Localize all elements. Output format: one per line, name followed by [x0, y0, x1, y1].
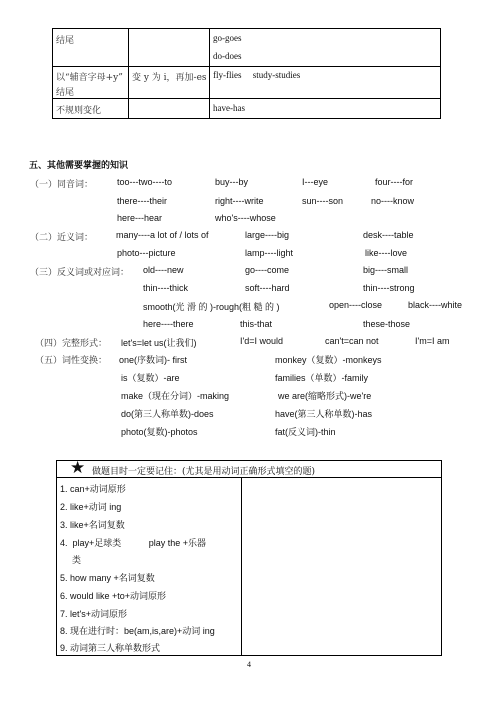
synonyms-label: （二）近义词： — [30, 233, 94, 243]
word-form-item: fat(反义词)-thin — [275, 427, 336, 437]
antonym-item: thin----strong — [363, 283, 415, 293]
antonym-item: open----close — [329, 300, 383, 310]
homophone-item: buy---by — [215, 177, 249, 187]
table-cell-go-goes: go-goes — [213, 33, 242, 43]
table-cell-do-does: do-does — [213, 51, 242, 61]
homophone-item: right----write — [215, 196, 264, 206]
full-form-item: let's=let us(让我们) — [121, 338, 197, 348]
note-item: 2. like+动词 ing — [60, 502, 122, 512]
section-title: 五、其他需要掌握的知识 — [29, 161, 129, 171]
note-item: 3. like+名词复数 — [60, 520, 125, 530]
word-form-item: have(第三人称单数)-has — [275, 409, 373, 419]
word-form-item: we are(缩略形式)-we're — [278, 391, 372, 401]
homophone-item: here---hear — [117, 213, 163, 223]
synonym-item: photo---picture — [117, 248, 176, 258]
note-item: 7. let's+动词原形 — [60, 609, 127, 619]
note-item: 5. how many +名词复数 — [60, 573, 155, 583]
word-form-item: photo(复数)-photos — [121, 427, 198, 437]
homophones-label: （一）同音词： — [30, 180, 94, 190]
homophone-item: no----know — [371, 196, 415, 206]
homophone-item: there----their — [117, 196, 168, 206]
page-number: 4 — [247, 660, 251, 669]
antonym-item: smooth(光 滑 的 )-rough(粗 糙 的 ) — [143, 302, 280, 312]
homophone-item: I---eye — [302, 177, 329, 187]
antonym-item: here----there — [143, 319, 194, 329]
word-form-item: families（单数）-family — [275, 373, 369, 383]
note-item: 9. 动词第三人称单数形式 — [60, 643, 161, 653]
note-item: 6. would like +to+动词原形 — [60, 591, 167, 601]
table-cell-rule: 变 y 为 i，再加-es — [132, 73, 207, 83]
antonym-item: soft----hard — [245, 283, 290, 293]
antonym-item: big----small — [363, 265, 408, 275]
homophone-item: four----for — [375, 177, 413, 187]
antonym-item: old----new — [143, 265, 184, 275]
word-forms-label: （五）词性变换： — [35, 356, 108, 366]
synonym-item: lamp----light — [245, 248, 294, 258]
antonym-item: go----come — [245, 265, 290, 275]
word-form-item: one(序数词)- first — [119, 355, 188, 365]
table-cell-ending: 结尾 — [56, 36, 75, 46]
word-form-item: make（现在分词）-making — [121, 391, 230, 401]
full-form-item: can't=can not — [325, 336, 379, 346]
homophone-item: who's----whose — [215, 213, 276, 223]
synonym-item: many----a lot of / lots of — [116, 230, 209, 240]
table-cell-irregular: 不规则变化 — [56, 106, 102, 116]
full-form-item: I'd=I would — [240, 336, 283, 346]
homophone-item: too---two----to — [117, 177, 173, 187]
word-form-item: is（复数）-are — [121, 373, 180, 383]
synonym-item: like----love — [365, 248, 408, 258]
note-item-continued: 类 — [72, 555, 82, 565]
word-form-item: monkey（复数）-monkeys — [275, 355, 382, 365]
antonym-item: black----white — [408, 300, 463, 310]
full-forms-label: （四）完整形式： — [35, 339, 108, 349]
antonym-item: this-that — [240, 319, 273, 329]
word-form-item: do(第三人称单数)-does — [121, 409, 214, 419]
table-cell-fly-flies: fly-flies study-studies — [213, 70, 301, 80]
antonym-item: thin----thick — [143, 283, 189, 293]
note-item: 1. can+动词原形 — [60, 484, 126, 494]
star-icon: ★ — [70, 458, 86, 478]
table-cell-consonant-y: 以“辅音字母+y” — [56, 73, 123, 83]
homophone-item: sun----son — [302, 196, 344, 206]
table-cell-have-has: have-has — [213, 103, 245, 113]
note-item: 4. play+足球类 play the +乐器 — [60, 538, 207, 548]
full-form-item: I'm=I am — [415, 336, 450, 346]
antonyms-label: （三）反义词或对应词： — [30, 268, 130, 278]
antonym-item: these-those — [363, 319, 411, 329]
table-cell-ending-2: 结尾 — [56, 88, 75, 98]
synonym-item: large----big — [245, 230, 290, 240]
notes-header: 做题目时一定要记住：(尤其是用动词正确形式填空的题) — [92, 467, 316, 477]
note-item: 8. 现在进行时：be(am,is,are)+动词 ing — [60, 626, 215, 636]
synonym-item: desk----table — [363, 230, 414, 240]
